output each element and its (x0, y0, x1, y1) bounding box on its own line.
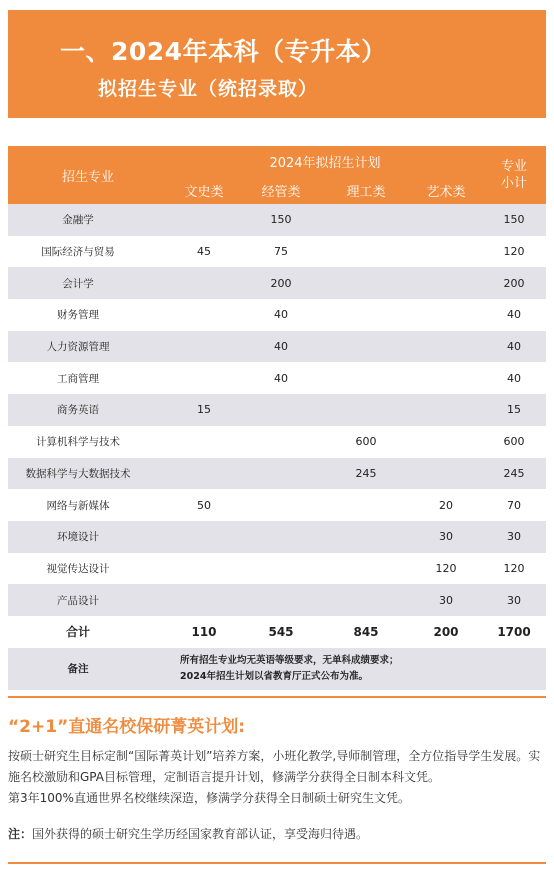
enrollment-table (8, 146, 546, 690)
major-name: 计算机科学与技术 (8, 426, 168, 458)
table-row (8, 426, 546, 458)
total-row (8, 616, 546, 648)
major-name: 视觉传达设计 (8, 553, 168, 585)
major-name: 商务英语 (8, 394, 168, 426)
cell-value: 75 (240, 236, 322, 268)
remark-row (8, 648, 546, 690)
cell-value (410, 362, 482, 394)
paragraph: 按硕士研究生目标定制“国际菁英计划”培养方案，小班化教学,导师制管理，全方位指导学生发展。实施名校激励和GPA目标管理，定制语言提升计划，修满学分获得全日制本科文凭。 (8, 749, 541, 784)
cell-value (410, 267, 482, 299)
banner-subtitle: 拟招生专业（统招录取） (98, 78, 319, 100)
cell-value (168, 204, 240, 236)
cell-value (322, 553, 410, 585)
footnote (8, 824, 546, 844)
cell-subtotal: 40 (482, 362, 546, 394)
cell-value (410, 394, 482, 426)
cell-value (240, 489, 322, 521)
cell-subtotal: 245 (482, 458, 546, 490)
cell-value (240, 426, 322, 458)
major-name: 人力资源管理 (8, 331, 168, 363)
cell-value: 40 (240, 299, 322, 331)
cell-value (322, 204, 410, 236)
cell-value: 50 (168, 489, 240, 521)
major-name: 网络与新媒体 (8, 489, 168, 521)
header-subtotal (482, 146, 546, 204)
cell-value: 30 (410, 521, 482, 553)
footnote-text: 国外获得的硕士研究生学历经国家教育部认证，享受海归待遇。 (32, 827, 369, 841)
cell-value (322, 521, 410, 553)
total-value: 200 (410, 616, 482, 648)
cell-value: 30 (410, 584, 482, 616)
remark-label: 备注 (8, 648, 168, 690)
cell-value: 15 (168, 394, 240, 426)
cell-value (168, 331, 240, 363)
cell-value (410, 458, 482, 490)
cell-value (410, 204, 482, 236)
cell-subtotal: 40 (482, 331, 546, 363)
cell-value (168, 584, 240, 616)
major-name: 工商管理 (8, 362, 168, 394)
header-subtotal-text: 专业小计 (501, 159, 528, 191)
cell-value: 150 (240, 204, 322, 236)
total-value: 110 (168, 616, 240, 648)
major-name: 国际经济与贸易 (8, 236, 168, 268)
header-banner (8, 10, 546, 118)
cell-value (322, 236, 410, 268)
cell-value: 600 (322, 426, 410, 458)
section-title: “2+1”直通名校保研菁英计划: (8, 717, 246, 737)
remark-text (168, 648, 546, 690)
cell-value: 40 (240, 362, 322, 394)
major-name: 金融学 (8, 204, 168, 236)
table-row (8, 331, 546, 363)
table-row (8, 267, 546, 299)
total-value: 845 (322, 616, 410, 648)
cell-value (322, 584, 410, 616)
cell-value (240, 553, 322, 585)
paragraph: 第3年100%直通世界名校继续深造，修满学分获得全日制硕士研究生文凭。 (8, 791, 410, 805)
table-row (8, 521, 546, 553)
table-row (8, 204, 546, 236)
table-row (8, 584, 546, 616)
bottom-divider (8, 862, 546, 864)
cell-value: 40 (240, 331, 322, 363)
major-name: 财务管理 (8, 299, 168, 331)
header-category: 文史类 (168, 176, 240, 204)
cell-subtotal: 30 (482, 521, 546, 553)
section-divider (8, 696, 546, 698)
major-name: 数据科学与大数据技术 (8, 458, 168, 490)
cell-subtotal: 150 (482, 204, 546, 236)
cell-subtotal: 120 (482, 236, 546, 268)
header-category: 理工类 (322, 176, 410, 204)
major-name: 产品设计 (8, 584, 168, 616)
cell-value: 200 (240, 267, 322, 299)
remark-line-1: 所有招生专业均无英语等级要求，无单科成绩要求； (180, 654, 399, 666)
cell-value (322, 299, 410, 331)
cell-value (168, 267, 240, 299)
cell-subtotal: 200 (482, 267, 546, 299)
cell-value (168, 426, 240, 458)
cell-value (410, 299, 482, 331)
cell-value: 245 (322, 458, 410, 490)
cell-value (322, 267, 410, 299)
table-row (8, 458, 546, 490)
cell-value (168, 458, 240, 490)
table-row (8, 236, 546, 268)
cell-value (168, 521, 240, 553)
footnote-label: 注： (8, 827, 33, 841)
cell-value (410, 236, 482, 268)
cell-subtotal: 30 (482, 584, 546, 616)
header-category: 经管类 (240, 176, 322, 204)
header-category: 艺术类 (410, 176, 482, 204)
major-name: 会计学 (8, 267, 168, 299)
cell-subtotal: 70 (482, 489, 546, 521)
cell-value (240, 584, 322, 616)
program-description (8, 746, 546, 809)
header-major: 招生专业 (8, 146, 168, 204)
cell-value (410, 331, 482, 363)
total-label: 合计 (8, 616, 168, 648)
cell-subtotal: 40 (482, 299, 546, 331)
table-row (8, 489, 546, 521)
major-name: 环境设计 (8, 521, 168, 553)
cell-value (168, 299, 240, 331)
cell-value (322, 489, 410, 521)
cell-value: 120 (410, 553, 482, 585)
remark-line-2: 2024年招生计划以省教育厅正式公布为准。 (180, 670, 368, 682)
cell-value (322, 331, 410, 363)
banner-title: 一、2024年本科（专升本） (60, 37, 387, 66)
grand-total: 1700 (482, 616, 546, 648)
cell-value: 45 (168, 236, 240, 268)
table-row (8, 553, 546, 585)
cell-subtotal: 120 (482, 553, 546, 585)
cell-subtotal: 15 (482, 394, 546, 426)
cell-value (410, 426, 482, 458)
cell-value (168, 362, 240, 394)
cell-value (240, 458, 322, 490)
cell-subtotal: 600 (482, 426, 546, 458)
cell-value (168, 553, 240, 585)
header-plan: 2024年拟招生计划 (168, 146, 482, 176)
cell-value (240, 394, 322, 426)
cell-value (322, 394, 410, 426)
table-row (8, 362, 546, 394)
table-row (8, 299, 546, 331)
cell-value: 20 (410, 489, 482, 521)
cell-value (322, 362, 410, 394)
table-row (8, 394, 546, 426)
total-value: 545 (240, 616, 322, 648)
cell-value (240, 521, 322, 553)
